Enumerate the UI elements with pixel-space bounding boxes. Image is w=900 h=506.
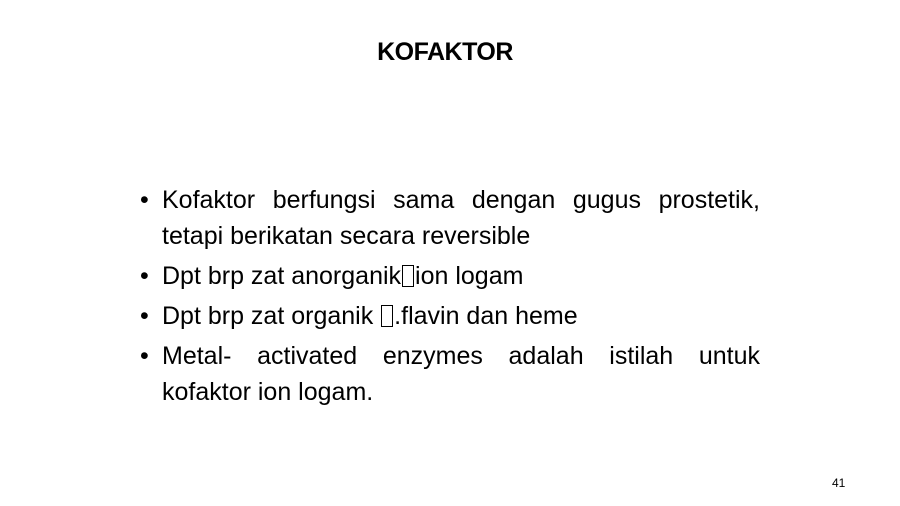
bullet-dot: • [140, 262, 149, 290]
bullet-item [140, 182, 760, 254]
bullet-text-after: .flavin dan heme [394, 302, 578, 330]
bullet-list [140, 182, 760, 414]
bullet-text-before: Dpt brp zat anorganik [162, 262, 402, 290]
missing-glyph-icon [381, 305, 393, 327]
bullet-dot: • [140, 342, 149, 370]
missing-glyph-icon [402, 265, 414, 287]
bullet-text: Metal- activated enzymes adalah istilah untuk kofaktor ion logam. [162, 342, 760, 406]
bullet-item [140, 298, 760, 334]
bullet-item [140, 338, 760, 410]
page-number: 41 [832, 476, 846, 490]
bullet-item [140, 258, 760, 294]
bullet-dot: • [140, 186, 149, 214]
bullet-text: Kofaktor berfungsi sama dengan gugus prostetik, tetapi berikatan secara reversible [162, 186, 760, 250]
bullet-text-before: Dpt brp zat organik [162, 302, 381, 330]
bullet-text-after: ion logam [415, 262, 524, 290]
bullet-dot: • [140, 302, 149, 330]
slide-title: KOFAKTOR [377, 38, 513, 66]
